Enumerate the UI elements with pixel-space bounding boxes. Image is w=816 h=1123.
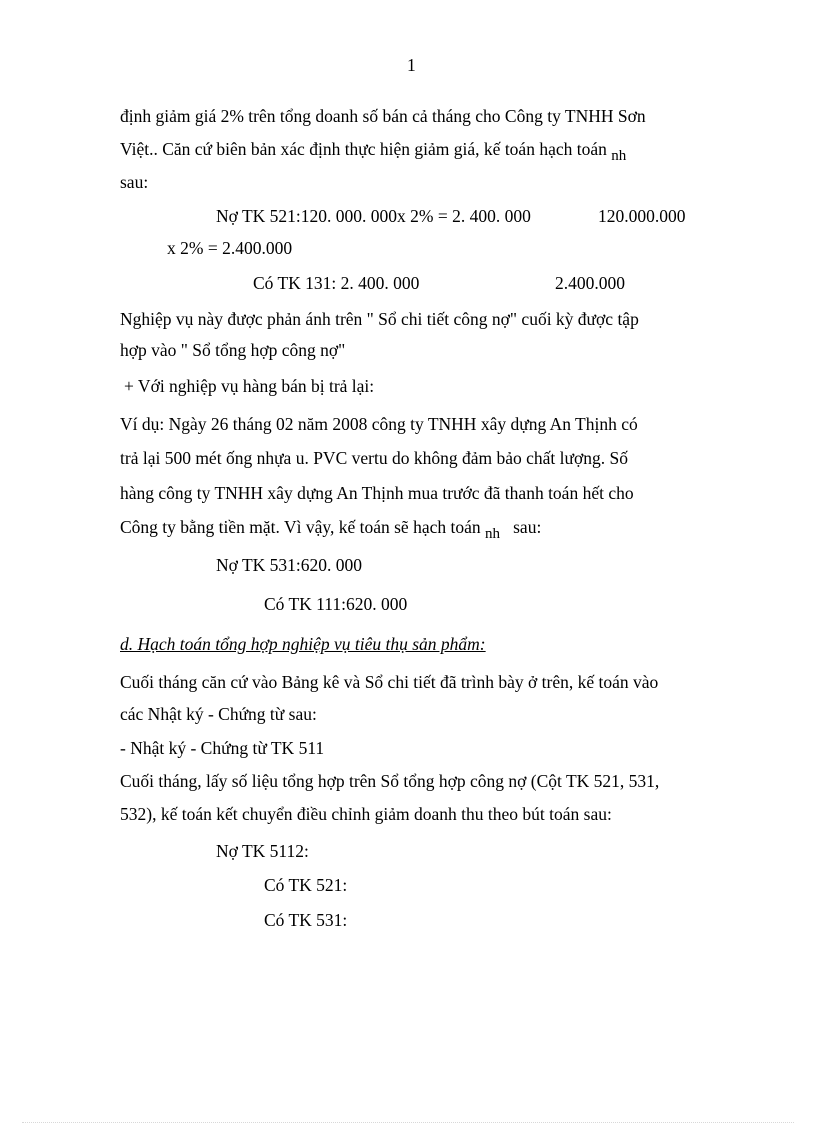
- paragraph-line: Nghiệp vụ này được phản ánh trên " Sổ chi tiết công nợ" cuối kỳ được tập: [120, 309, 639, 329]
- section-heading: d. Hạch toán tổng hợp nghiệp vụ tiêu thụ sản phẩm:: [120, 634, 486, 654]
- paragraph-line: định giảm giá 2% trên tổng doanh số bán cả tháng cho Công ty TNHH Sơn: [120, 106, 646, 126]
- paragraph-line: [120, 139, 627, 164]
- paragraph-line: hợp vào " Sổ tổng hợp công nợ": [120, 340, 346, 360]
- paragraph-line: - Nhật ký - Chứng từ TK 511: [120, 738, 325, 758]
- journal-amount: 120.000.000: [598, 206, 686, 226]
- paragraph-line: + Với nghiệp vụ hàng bán bị trả lại:: [124, 376, 375, 396]
- journal-entry-credit: Có TK 111:620. 000: [264, 594, 408, 614]
- paragraph-text: Công ty bằng tiền mặt. Vì vậy, kế toán sẽ hạch toán: [120, 517, 481, 537]
- journal-entry-debit: Nợ TK 521:120. 000. 000x 2% = 2. 400. 000: [216, 206, 531, 226]
- paragraph-line: Cuối tháng, lấy số liệu tổng hợp trên Sổ tổng hợp công nợ (Cột TK 521, 531,: [120, 771, 660, 791]
- journal-entry-debit: Nợ TK 5112:: [216, 841, 309, 861]
- journal-amount: 2.400.000: [555, 273, 625, 293]
- paragraph-line: các Nhật ký - Chứng từ sau:: [120, 704, 317, 724]
- paragraph-text: sau:: [513, 517, 542, 537]
- truncated-subscript: nh: [485, 526, 500, 542]
- truncated-subscript: nh: [611, 148, 627, 164]
- journal-calculation: x 2% = 2.400.000: [167, 238, 293, 258]
- paragraph-line: 532), kế toán kết chuyển điều chỉnh giảm doanh thu theo bút toán sau:: [120, 804, 612, 824]
- journal-entry-credit: Có TK 531:: [264, 910, 348, 930]
- journal-entry-credit: Có TK 521:: [264, 875, 348, 895]
- paragraph-line: hàng công ty TNHH xây dựng An Thịnh mua trước đã thanh toán hết cho: [120, 483, 634, 503]
- paragraph-line: Ví dụ: Ngày 26 tháng 02 năm 2008 công ty TNHH xây dựng An Thịnh có: [120, 414, 638, 434]
- paragraph-line: trả lại 500 mét ống nhựa u. PVC vertu do không đảm bảo chất lượng. Số: [120, 448, 628, 468]
- page-number: 1: [407, 55, 416, 75]
- paragraph-text: Việt.. Căn cứ biên bản xác định thực hiện giảm giá, kế toán hạch toán: [120, 139, 607, 159]
- paragraph-line: Cuối tháng căn cứ vào Bảng kê và Sổ chi tiết đã trình bày ở trên, kế toán vào: [120, 672, 659, 692]
- journal-entry-debit: Nợ TK 531:620. 000: [216, 555, 363, 575]
- journal-entry-credit: Có TK 131: 2. 400. 000: [253, 273, 420, 293]
- paragraph-line: sau:: [120, 172, 149, 192]
- paragraph-line: [120, 517, 542, 542]
